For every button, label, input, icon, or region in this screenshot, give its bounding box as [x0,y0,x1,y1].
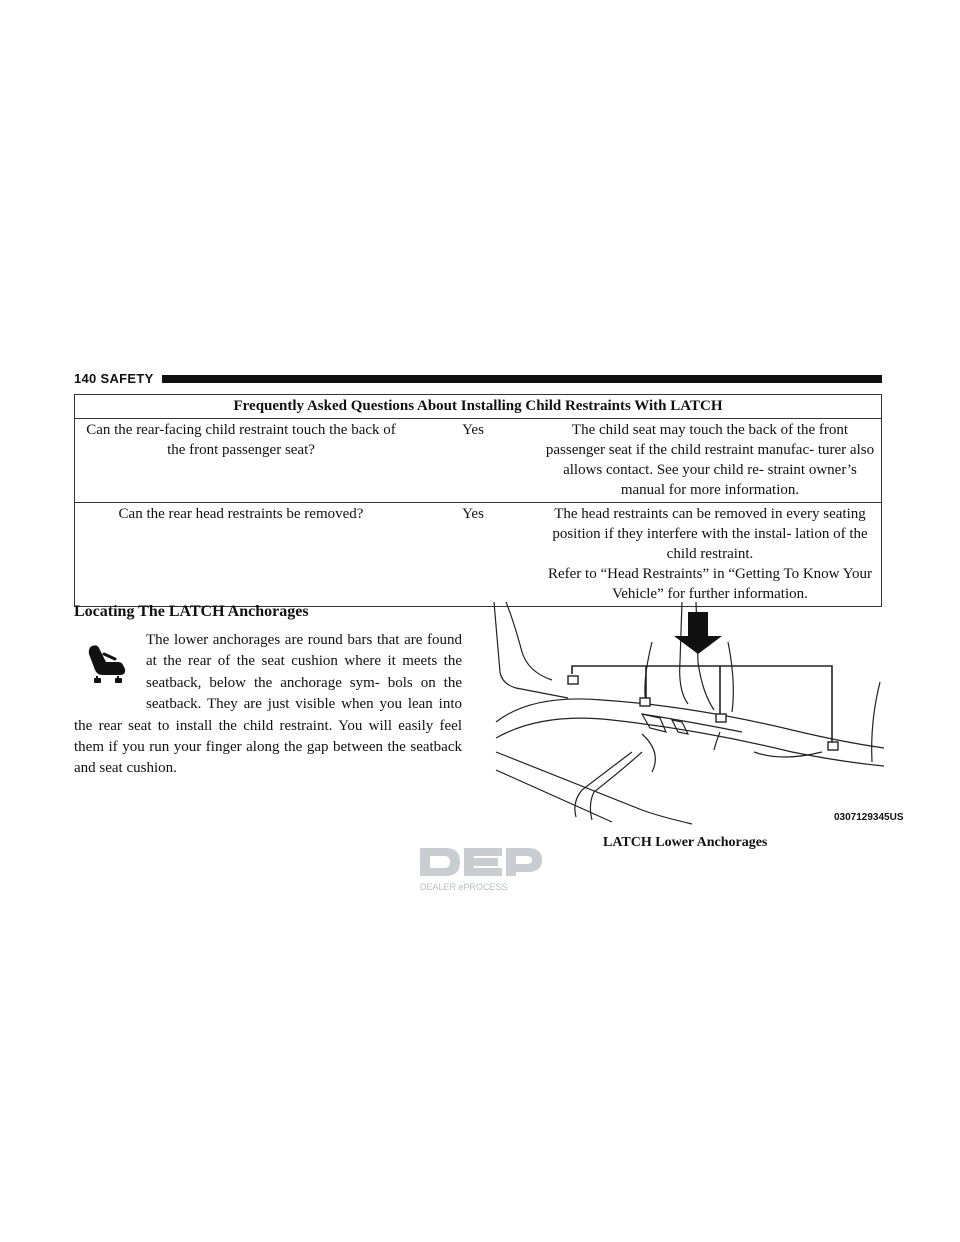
section-title: Locating The LATCH Anchorages [74,603,309,620]
table-row [75,419,882,503]
page-number: 140 [74,371,97,386]
figure-code: 0307129345US [834,812,904,823]
section-name: SAFETY [100,371,154,386]
section-body [74,630,462,780]
header-rule [162,375,882,383]
dealer-eprocess-watermark [418,846,544,894]
faq-question: Can the rear-facing child restraint touch the back of the front passenger seat? [75,419,408,503]
faq-explanation: The child seat may touch the back of the front passenger seat if the child restraint manufac- turer also allows contact. See your child re- straint owner’s manual for more information. [539,419,882,503]
page-header-label [74,371,160,387]
faq-explanation-cell [539,503,882,607]
child-seat-anchor-icon [82,640,132,688]
faq-answer: Yes [407,419,539,503]
faq-answer: Yes [407,503,539,607]
section-body-text: The lower anchorages are round bars that are found at the rear of the seat cushion where it meets the seatback, below the anchorage sym- bols on the seatback. They are just visible when you lean into the rear seat to install the child restraint. You will easily feel them if you run your finger along the gap between the seatback and seat cushion. [74,632,462,777]
faq-question: Can the rear head restraints be removed? [75,503,408,607]
figure-caption: LATCH Lower Anchorages [603,835,768,850]
faq-explanation-reference: Refer to “Head Restraints” in “Getting To Know Your Vehicle” for further information. [547,566,873,602]
latch-anchorages-illustration [492,602,884,826]
watermark-tagline: DEALER ePROCESS [420,882,508,892]
page-header [74,371,882,387]
faq-table-title: Frequently Asked Questions About Installing Child Restraints With LATCH [75,395,882,419]
faq-explanation: The head restraints can be removed in every seating position if they interfere with the instal- lation of the child restraint. [552,506,868,562]
table-row [75,503,882,607]
faq-table [74,394,882,607]
